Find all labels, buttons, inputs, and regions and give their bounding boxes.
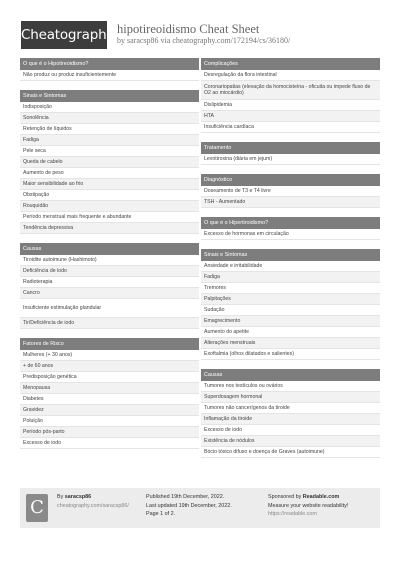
- section-row: Tendência depressiva: [20, 223, 199, 234]
- section-box: [20, 90, 199, 234]
- section-row: Ansiedade e irritabilidade: [201, 261, 380, 272]
- footer-sponsor-url[interactable]: https://readable.com: [268, 511, 317, 517]
- section-row: Tremores: [201, 283, 380, 294]
- section-row: Levotiroxina (diária em jejum): [201, 154, 380, 165]
- header: [0, 0, 400, 56]
- section-row: Superdosagem hormonal: [201, 392, 380, 403]
- section-row: Doseamento de T3 e T4 livre: [201, 186, 380, 197]
- section-box: [201, 369, 380, 458]
- section-row: HTA: [201, 111, 380, 122]
- section-row: Mulheres (+ 30 anos): [20, 350, 199, 361]
- section-row: Predisposição genética: [20, 372, 199, 383]
- section-row: Exoftalmia (olhos dilatados e salientes): [201, 349, 380, 360]
- section-row: Obstipação: [20, 190, 199, 201]
- section-row: Insuficiência cardíaca: [201, 122, 380, 133]
- section-row: TSH - Aumentado: [201, 197, 380, 208]
- section-row: Desregulação da flora intestinal: [201, 70, 380, 81]
- right-column: [201, 58, 380, 467]
- footer-page: Page 1 of 2.: [146, 511, 176, 517]
- footer-sponsor-link[interactable]: Readable.com: [302, 494, 340, 500]
- byline-prefix: by: [117, 36, 125, 45]
- footer-publish-block: [146, 493, 232, 519]
- footer-by-prefix: By: [57, 494, 64, 500]
- footer-sponsor-prefix: Sponsored by: [268, 494, 302, 500]
- section-row: Dislipidemia: [201, 100, 380, 111]
- section-row: Rouquidão: [20, 201, 199, 212]
- section-row: Aumento de peso: [20, 168, 199, 179]
- section-row: Período menstrual mais frequente e abundante: [20, 212, 199, 223]
- section-row: Fadiga: [201, 272, 380, 283]
- section-row: Excesso de iodo: [201, 425, 380, 436]
- section-row: Poluição: [20, 416, 199, 427]
- section-row: Inflamação da tiroide: [201, 414, 380, 425]
- section-box: [201, 58, 380, 133]
- section-row: Gravidez: [20, 405, 199, 416]
- section-row: Maior sensibilidade ao frio: [20, 179, 199, 190]
- section-row: Fadiga: [20, 135, 199, 146]
- section-row: Tumores não cancerígenos da tiroide: [201, 403, 380, 414]
- section-row: Tiroidite autoimune (Hashimoto): [20, 255, 199, 266]
- section-box: [20, 338, 199, 449]
- section-row: Radioterapia: [20, 277, 199, 288]
- section-row: Retenção de líquidos: [20, 124, 199, 135]
- section-row: Bócio tóxico difuso e doença de Graves (autoimune): [201, 447, 380, 458]
- cheatography-logo[interactable]: Cheatography: [21, 21, 107, 49]
- section-row: Queda de cabelo: [20, 157, 199, 168]
- section-row: Diabetes: [20, 394, 199, 405]
- section-row: Pele seca: [20, 146, 199, 157]
- author-avatar[interactable]: C: [26, 494, 48, 522]
- section-row: Tir/Deficiência de iodo: [20, 318, 199, 329]
- section-heading: Fatores de Risco: [20, 338, 199, 350]
- footer-sponsor-line: Measure your website readability!: [268, 502, 349, 509]
- section-heading: Sinais e Sintomas: [20, 90, 199, 102]
- footer-author-url[interactable]: cheatography.com/saracsp86/: [57, 502, 129, 509]
- byline-url-link[interactable]: cheatography.com/172194/cs/36180/: [172, 36, 291, 45]
- section-heading: Complicações: [201, 58, 380, 70]
- section-row: Palpitações: [201, 294, 380, 305]
- section-row: Insuficiente estimulação glandular: [20, 299, 199, 318]
- section-row: Deficiência de iodo: [20, 266, 199, 277]
- footer-author-link[interactable]: saracsp86: [64, 494, 92, 500]
- left-column: [20, 58, 199, 458]
- section-row: Período pós-parto: [20, 427, 199, 438]
- section-row: Sonolência: [20, 113, 199, 124]
- byline: [117, 36, 290, 45]
- section-row: Menopausa: [20, 383, 199, 394]
- footer: [20, 488, 380, 528]
- footer-sponsor-block: [268, 493, 348, 519]
- footer-updated: Last updated 19th December, 2022.: [146, 502, 232, 509]
- section-row: Emagrecimento: [201, 316, 380, 327]
- page-title: hipotireoidismo Cheat Sheet: [117, 22, 260, 36]
- section-box: [201, 174, 380, 208]
- section-heading: Causas: [201, 369, 380, 381]
- section-heading: Tratamento: [201, 142, 380, 154]
- footer-published: Published 19th December, 2022.: [146, 494, 225, 500]
- section-heading: Causas: [20, 243, 199, 255]
- section-row: Alterações menstruais: [201, 338, 380, 349]
- section-row: Coronariopatias (elevação da homocisteína - oficuita ou impede fluxo de O2 ao miocárdio): [201, 81, 380, 100]
- section-box: [201, 249, 380, 360]
- section-heading: O que é o Hipertiroidismo?: [201, 217, 380, 229]
- section-row: Indisposição: [20, 102, 199, 113]
- footer-author-block: [57, 493, 129, 510]
- section-row: + de 60 anos: [20, 361, 199, 372]
- section-box: [201, 217, 380, 240]
- section-box: [201, 142, 380, 165]
- section-row: Cancro: [20, 288, 199, 299]
- section-row: Aumento do apetite: [201, 327, 380, 338]
- byline-author-link[interactable]: saracsp86: [127, 36, 159, 45]
- section-heading: O que é o Hipotireoidismo?: [20, 58, 199, 70]
- section-row: Excesso de iodo: [20, 438, 199, 449]
- byline-via: via: [160, 36, 171, 45]
- section-row: Não produz ou produz insuficientemente: [20, 70, 199, 81]
- section-row: Tumores nos testículos ou ovários: [201, 381, 380, 392]
- section-row: Sudação: [201, 305, 380, 316]
- section-box: [20, 243, 199, 329]
- section-row: Excesso de hormonas em circulação: [201, 229, 380, 240]
- section-heading: Sinais e Sintomas: [201, 249, 380, 261]
- section-heading: Diagnóstico: [201, 174, 380, 186]
- section-box: [20, 58, 199, 81]
- section-row: Existência de nódulos: [201, 436, 380, 447]
